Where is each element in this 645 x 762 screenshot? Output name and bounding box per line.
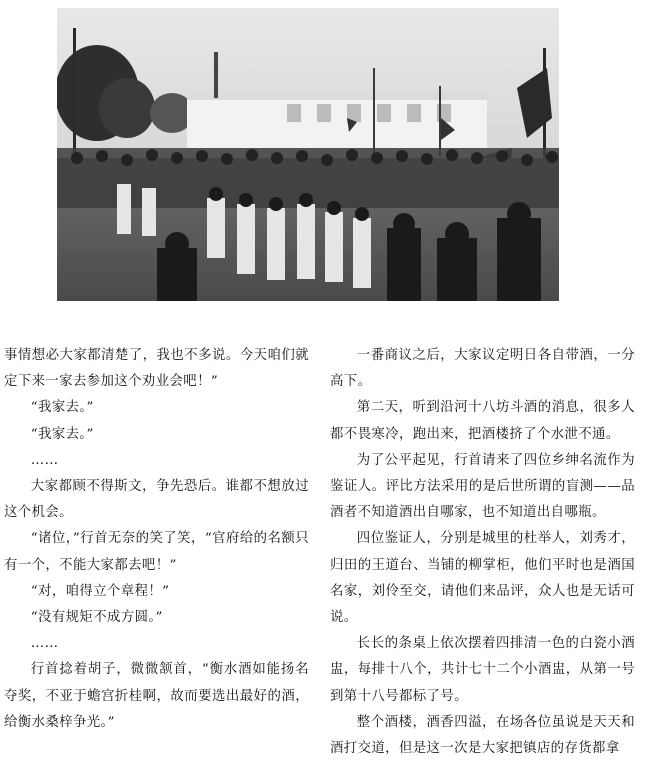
paragraph: “没有规矩不成方圆。”: [30, 610, 163, 626]
paragraph: “诸位，”行首无奈的笑了笑，“官府给的名额只有一个，不能大家都去吧！”: [4, 531, 309, 573]
paragraph: “我家去。”: [30, 400, 94, 416]
historical-crowd-photo-icon: [57, 8, 559, 301]
paragraph: “我家去。”: [30, 426, 94, 442]
paragraph: 第二天，听到沿河十八坊斗酒的消息，很多人都不畏寒冷，跑出来，把酒楼挤了个水泄不通。: [330, 400, 635, 442]
paragraph: “对，咱得立个章程！”: [30, 583, 170, 599]
right-text-column: [330, 343, 635, 762]
paragraph: ……: [30, 636, 59, 652]
paragraph: 长长的条桌上依次摆着四排清一色的白瓷小酒盅，每排十八个，共计七十二个小酒盅，从第一号到第十八号都标了号。: [330, 636, 635, 704]
paragraph: 整个酒楼，酒香四溢，在场各位虽说是天天和酒打交道，但是这一次是大家把镇店的存货都拿: [330, 714, 635, 757]
paragraph: 事情想必大家都清楚了，我也不多说。今天咱们就定下来一家去参加这个劝业会吧！”: [4, 348, 309, 390]
paragraph: ……: [30, 452, 59, 468]
paragraph: 为了公平起见，行首请来了四位乡绅名流作为鉴证人。评比方法采用的是后世所谓的盲测——品酒者不知道酒出自哪家，也不知道出自哪瓶。: [330, 452, 635, 521]
historical-photo: [57, 8, 559, 301]
paragraph: 四位鉴证人，分别是城里的杜举人，刘秀才，归田的王道台、当铺的柳掌柜，他们平时也是酒国名家，刘伶至交，请他们来品评，众人也是无话可说。: [330, 531, 635, 626]
paragraph: 大家都顾不得斯文，争先恐后。谁都不想放过这个机会。: [4, 479, 309, 521]
left-text-column: [4, 343, 309, 736]
paragraph: 行首捻着胡子，微微颔首，“衡水酒如能扬名夺奖，不亚于蟾宫折桂啊，故而要选出最好的酒，给衡水桑梓争光。”: [4, 662, 309, 730]
paragraph: 一番商议之后，大家议定明日各自带酒，一分高下。: [330, 348, 635, 390]
